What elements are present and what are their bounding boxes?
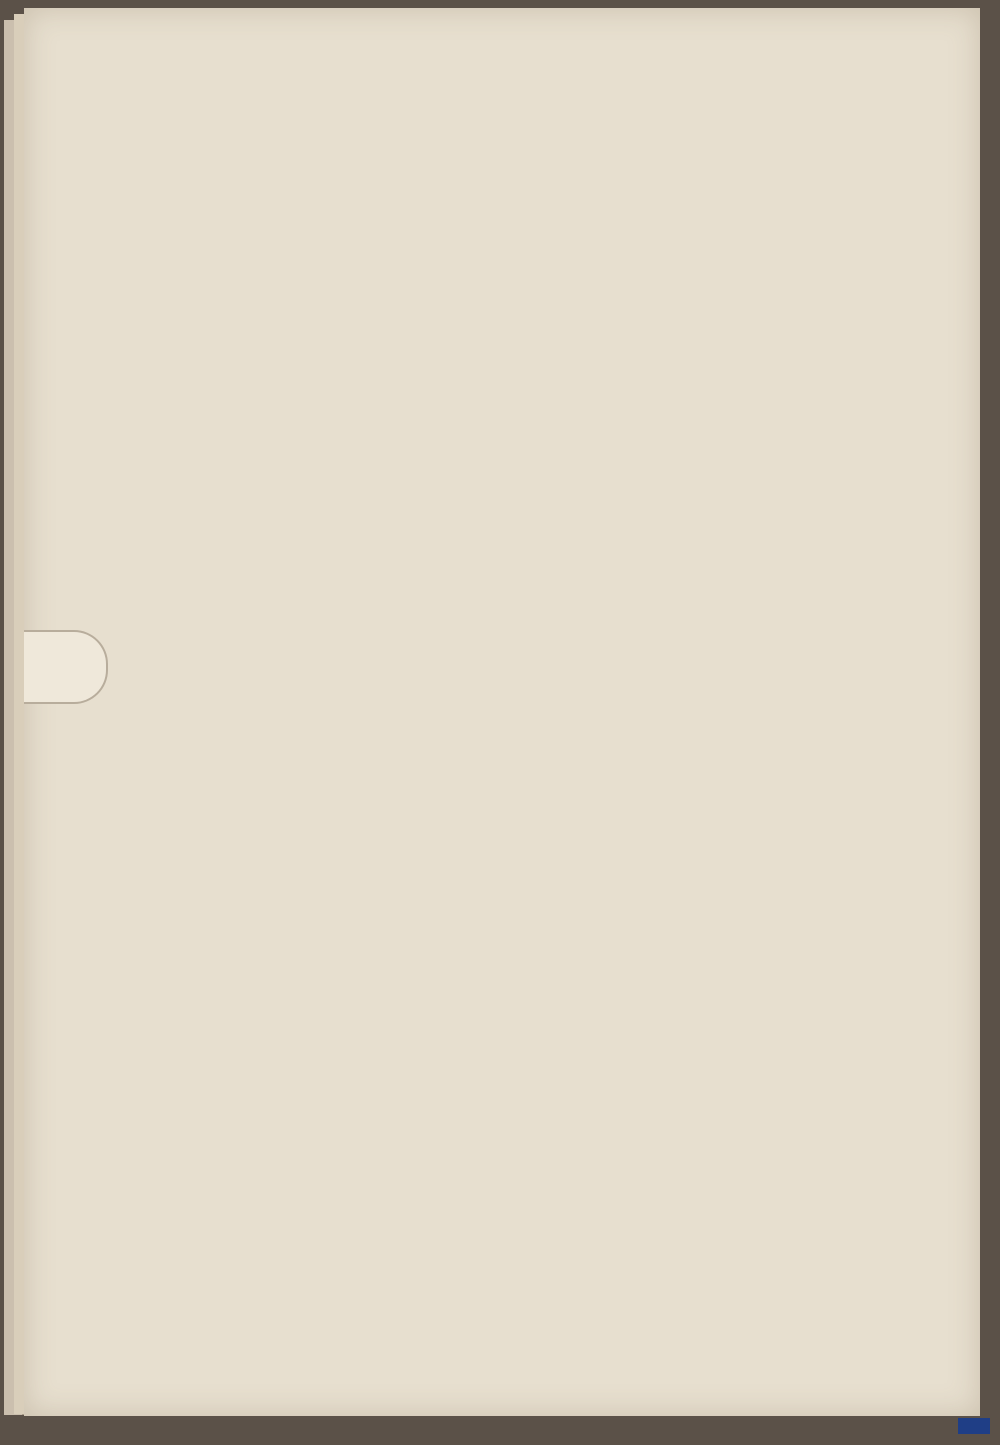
page-tab-marker [24,630,108,704]
book-page [24,8,980,1416]
dfg-logo [958,1418,990,1434]
